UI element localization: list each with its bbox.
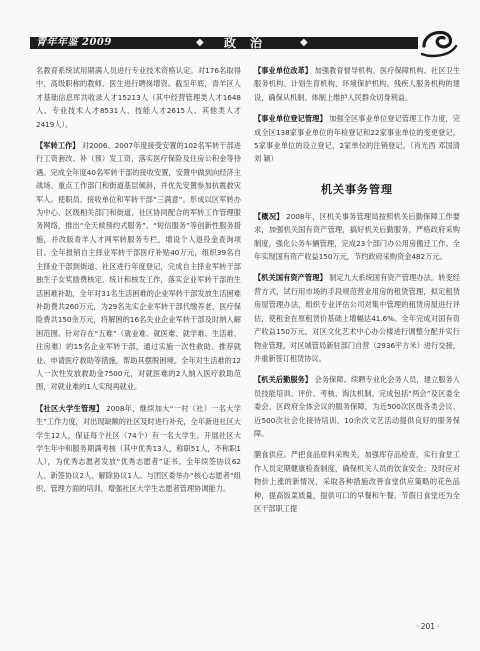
section-tag: 【军转工作】 bbox=[36, 141, 80, 151]
paragraph bbox=[254, 271, 460, 365]
paragraph-text: 膳食供应。严把食品原料采购关，加强库存品检查，实行食堂工作人员定期健康检查制度，确保机关人员的饮食安全；及时应对物价上涨的新情况，采取各种措施改善食堂供应策略的花色品种，提高饭菜质量，提供可口的早餐和午餐，节假日食堂还为全区干部职工提 bbox=[254, 450, 460, 513]
paragraph bbox=[254, 448, 460, 515]
section-tag: 【机关后勤服务】 bbox=[254, 375, 313, 385]
section-tag: 【机关国有资产管理】 bbox=[254, 273, 327, 283]
left-column bbox=[36, 64, 241, 504]
paragraph-text: 加强教育督导机构、医疗保障机构、社区卫生服务机构、计划生育机构、环境保护机构、残疾人服务机构的建设，确保从机制、体制上维护人民群众切身利益。 bbox=[254, 66, 460, 102]
paragraph bbox=[36, 402, 241, 496]
paragraph-text: 制定九大系统国有资产管理办法。转变经营方式，试行用市场的手段规范营业用房的租赁管理，拟定租赁房屋管理办法，组织专业评估公司对集中管理的租赁房屋进行评估，使租金在原租赁价基础上增幅达41.6%。全年完成对国有资产收益150万元，对区文化艺术中心办公楼进行调整分配并实行物业管理，对区城管局新驻部门自营（2936平方米）进行交接，并重新签订租赁协议。 bbox=[254, 273, 460, 363]
paragraph bbox=[254, 373, 460, 440]
section-title: 政治 bbox=[224, 36, 277, 50]
paragraph bbox=[254, 112, 460, 166]
section-heading: 机关事务管理 bbox=[321, 182, 393, 196]
right-column bbox=[254, 64, 460, 523]
page-number: · 201 · bbox=[416, 622, 440, 631]
section-tag: 【社区大学生管理】 bbox=[36, 403, 104, 413]
paragraph-text: 名教育系统试用期满人员进行专业技术资格认定。对176名取得中、高级职称的教师、医生进行聘岗增资。截至年底，青羊区人才基础信息库共收录人才15213人（其中经营管理类人才1648人、专业技术人才8531人、技能人才2615人、其他类人才2419人）。 bbox=[36, 66, 241, 129]
yearbook-title: 青年年鉴 2009 bbox=[36, 37, 112, 48]
paragraph bbox=[36, 64, 241, 131]
paragraph-text: 会务保障。续聘专业化会务人员，建立服务人员技能培训、评价、考核、淘汰机制。完成包括“两会”及区委全委会、区政府全体会议的服务保障，为近500次区级各类会议、近500次社会化接待培训、10余次文艺活动提供良好的服务保障。 bbox=[254, 375, 460, 438]
paragraph-text: 2008年，继续加大“一村（社）一名大学生”工作力度，对出现缺额的社区及时进行补充，全年新进社区大学生12人，保证每个社区（74个）有一名大学生。开展社区大学生年中和服务期满考核（其中优秀13人，称职51人，不称职1人），为优秀志愿者发放“优秀志愿者”证书。全年续签协议62人、新签协议2人、解除协议1人。与团区委举办“核心志愿者”组织、管理方面的培训，增强社区大学生志愿者管理协调能力。 bbox=[36, 403, 241, 494]
section-tag: 【概况】 bbox=[254, 211, 284, 221]
section-tag: 【事业单位改革】 bbox=[254, 66, 313, 75]
diamond-icon: ◆ bbox=[196, 37, 204, 48]
paragraph bbox=[254, 210, 460, 264]
paragraph-text: 对2006、2007年度接受安置的102名军转干部进行工资套改、补（预）发工资，落实医疗保险及住房公积金等待遇。完成全年度40名军转干部的接收安置，安置中做到向经济主战场、重点工作部门和街道基层倾斜，并优先安置参加抗震救灾军人。使职员、接收单位和军转干部“三满意”。形成以区军转办为中心、区级相关部门和街道、社区协同配合的军转工作管理服务网络，推出“全天候预约式服务”、“短信服务”等创新性服务措施，并改版青羊人才网军转服务专栏，增设个人退役金查询项目。全年报销自主择业军转干部医疗补贴40万元，组织39名自主择业干部到街道、社区进行年度登记，完成自主择业军转干部独生子女奖励费核定、统计和核发工作，落实企业军转干部的生活困难补助，全年对31名生活困难的企业军转干部发放生活困难补助费共260万元，为29名先实企业军转干部代缴养老、医疗保险费共150余万元，将解困的16名失业企业军转干部及时纳入解困范围。针对存在“五难”（就业难、就医难、就学难、生活难、住房难）的15名企业军转干部，通过实施一次性救助、推荐就业、申请医疗救助等措施，帮助其摆脱困境。全年对生活难的12人一次性发放救助金7500元，对就医难的2人纳入医疗救助范围，对就业难的1人实现再就业。 bbox=[36, 141, 241, 392]
paragraph-text: 2008年，区机关事务管理局按照机关后勤保障工作要求，加强机关国有资产管理，搞好机关后勤服务，严格政府采购制度，强化公务车辆管理，完成23个部门办公用房搬迁工作。全年实现国有资产收益150万元，节约政府采购资金482万元。 bbox=[254, 211, 460, 262]
paragraph bbox=[254, 64, 460, 104]
diamond-icon: ◆ bbox=[300, 37, 308, 48]
page-header bbox=[0, 0, 480, 58]
paragraph bbox=[36, 139, 241, 394]
paragraph-text: 加强全区事业单位登记管理工作力度，完成全区138家事业单位的年检登记和22家事业单位的变更登记，5家事业单位的设立登记，2家单位的注销登记。（肖光西 邓国清 刘 颖） bbox=[254, 114, 460, 164]
section-tag: 【事业单位登记管理】 bbox=[254, 114, 327, 124]
swirl-logo-icon bbox=[420, 24, 458, 58]
